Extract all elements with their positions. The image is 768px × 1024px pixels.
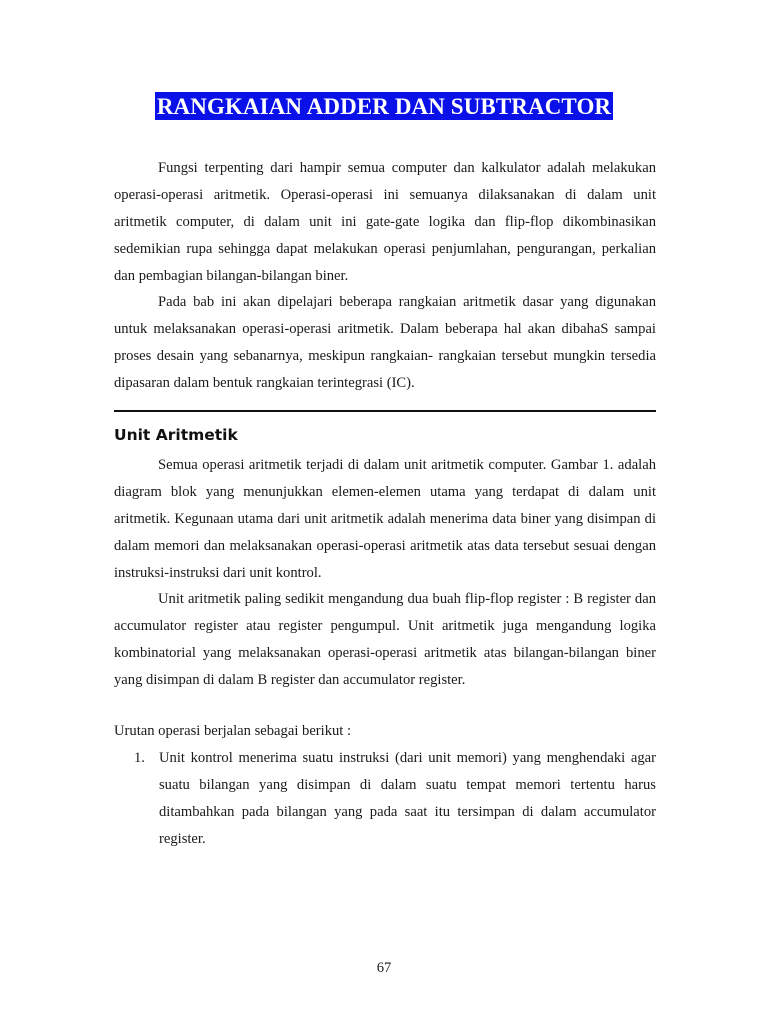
section-paragraph-1: Semua operasi aritmetik terjadi di dalam unit aritmetik computer. Gambar 1. adalah diagram blok yang menunjukkan elemen-elemen utama yang terdapat di dalam unit aritmetik. Kegunaan utama dari unit aritmetik adalah menerima data biner yang disimpan di dalam memori dan melaksanakan operasi-operasi aritmetik atas data tersebut sesuai dengan instruksi-instruksi dari unit kontrol. bbox=[114, 457, 656, 581]
list-item-text: Unit kontrol menerima suatu instruksi (dari unit memori) yang menghendaki agar suatu bilangan yang disimpan di dalam suatu tempat memori tertentu harus ditambahkan pada bilangan yang pada saat itu tersimpan di dalam accumulator register. bbox=[159, 750, 656, 847]
section-divider bbox=[114, 410, 656, 412]
intro-paragraph-2: Pada bab ini akan dipelajari beberapa rangkaian aritmetik dasar yang digunakan untuk melaksanakan operasi-operasi aritmetik. Dalam beberapa hal akan dibahaS sampai proses desain yang sebanarnya, meskipun rangkaian- rangkaian tersebut mungkin tersedia dipasaran dalam bentuk rangkaian terintegrasi (IC). bbox=[114, 294, 656, 391]
page-number: 67 bbox=[376, 960, 392, 976]
title-container bbox=[0, 92, 768, 120]
list-item-number: 1. bbox=[134, 750, 145, 766]
intro-paragraph-1: Fungsi terpenting dari hampir semua computer dan kalkulator adalah melakukan operasi-operasi aritmetik. Operasi-operasi ini semuanya dilaksanakan di dalam unit aritmetik computer, di dalam unit ini gate-gate logika dan flip-flop dikombinasikan sedemikian rupa sehingga dapat melakukan operasi penjumlahan, pengurangan, perkalian dan pembagian bilangan-bilangan biner. bbox=[114, 160, 656, 284]
section-heading: Unit Aritmetik bbox=[114, 426, 238, 444]
list-intro: Urutan operasi berjalan sebagai berikut : bbox=[114, 723, 352, 739]
document-title: RANGKAIAN ADDER DAN SUBTRACTOR bbox=[156, 94, 612, 119]
section-paragraph-2: Unit aritmetik paling sedikit mengandung dua buah flip-flop register : B register dan accumulator register atau register pengumpul. Unit aritmetik juga mengandung logika kombinatorial yang melaksanakan operasi-operasi aritmetik atas bilangan-bilangan biner yang disimpan di dalam B register dan accumulator register. bbox=[114, 591, 656, 688]
